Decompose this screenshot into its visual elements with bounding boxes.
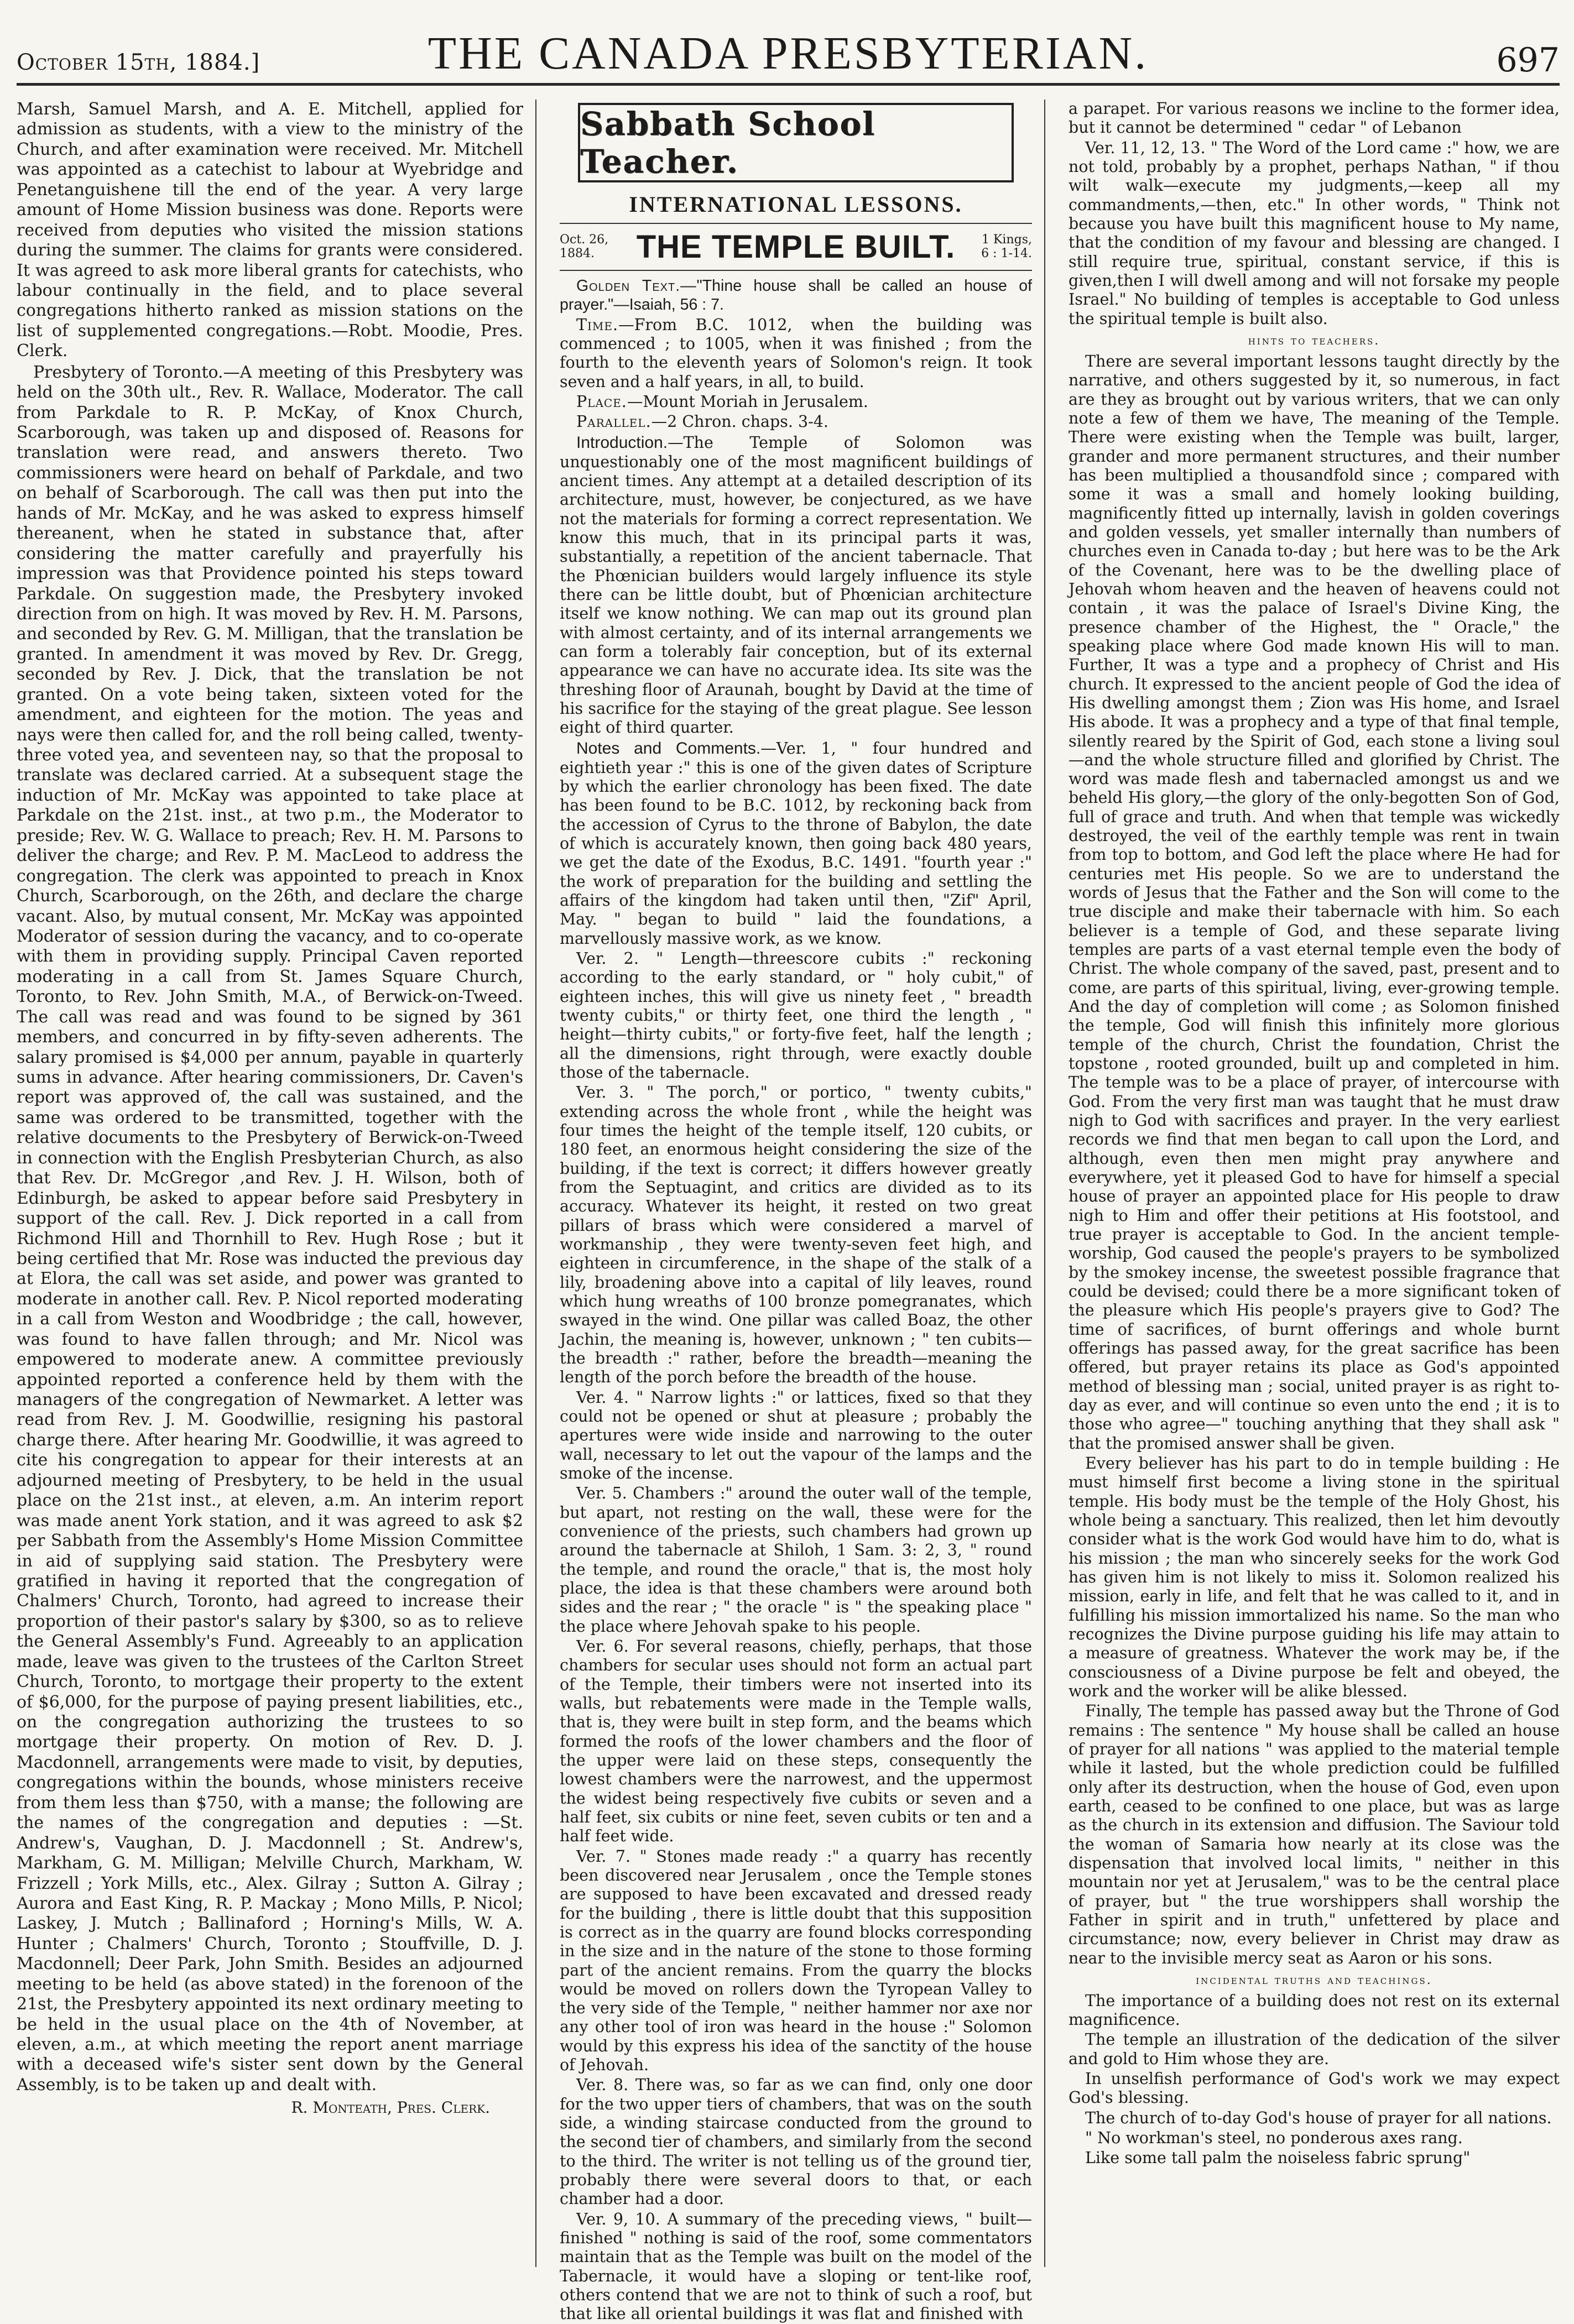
golden-text: [560, 276, 1032, 315]
notes-paragraph: Ver. 11, 12, 13. " The Word of the Lord came :" how, we are not told, probably by a prophet, perhaps Nathan, " if thou wilt walk—execute my judgments,—keep all my commandments,—then, etc." In other words, " Think not because you have built this magnificent house to My name, that the condition of my favour and blessing are changed. I still require true, spiritual, constant service, if this is given,then I will dwell among and will not forsake my people Israel." No building of temples is acceptable to God unless the spiritual temple is built also.: [1069, 138, 1560, 328]
masthead: [17, 22, 1560, 86]
hints-paragraph: Finally, The temple has passed away but the Throne of God remains : The sentence " My house shall be called an house of prayer for all nations " was applied to the material temple while it lasted, but the whole prediction could be fulfilled only after its destruction, when the house of God, even upon earth, ceased to be confined to one place, but was as large as the church in its extension and diffusion. The Saviour told the woman of Samaria how nearly at its close was the dispensation that involved local limits, " neither in this mountain nor yet at Jerusalem," was to be the central place of prayer, but " the true worshippers shall worship the Father in spirit and in truth," unfettered by place and circumstance; now, every believer in Christ may draw as near to the invisible mercy seat as Aaron or his sons.: [1069, 1702, 1560, 1967]
notes-paragraph: Ver. 9, 10. A summary of the preceding views, " built—finished " nothing is said of the roof, some commentators maintain that as the Temple was built on the model of the Tabernacle, it would have a sloping or tent-like roof, others contend that we are not to think of such a roof, but that like all oriental buildings it was flat and finished with: [560, 2210, 1032, 2323]
notes-paragraph: a parapet. For various reasons we incline to the former idea, but it cannot be determined " cedar " of Lebanon: [1069, 100, 1560, 137]
notes-paragraph: Ver. 8. There was, so far as we can find, only one door for the two upper tiers of chambers, that was on the south side, a winding staircase conducted from the ground to the second tier of chambers, and similarly from the second to the third. The writer is not telling us of the ground tier, probably there were several doors to that, or each chamber had a door.: [560, 2076, 1032, 2208]
lesson-date: Oct. 26, 1884.: [560, 233, 609, 260]
newspaper-title: THE CANADA PRESBYTERIAN.: [428, 28, 1149, 79]
section-banner: Sabbath School Teacher.: [578, 103, 1014, 182]
incidental-item: The church of to-day God's house of prayer for all nations.: [1085, 2108, 1552, 2127]
time-body: —From B.C. 1012, when the building was commenced ; to 1005, when it was finished ; from the fourth to the eleventh years of Solomon's reign. It took seven and a half years, in all, to build.: [560, 315, 1032, 391]
issue-date: October 15th, 1884.]: [17, 50, 260, 75]
notes-paragraph: Ver. 4. " Narrow lights :" or lattices, fixed so that they could not be opened or shut at pleasure ; probably the apertures were wide inside and narrowing to the outer wall, necessary to let out the vapour of the lamps and the smoke of the incense.: [560, 1388, 1032, 1482]
notes-paragraph: Ver. 3. " The porch," or portico, " twenty cubits," extending across the whole front , while the height was four times the height of the temple itself, 120 cubits, or 180 feet, an enormous height considering the size of the building, if the text is correct; it differs however greatly from the Septuagint, and critics are divided as to its accuracy. Whatever its height, it rested on two great pillars of brass which were considered a marvel of workmanship , they were twenty-seven feet high, and eighteen in circumference, in the shape of the stalk of a lily, broadening above into a capital of lily leaves, round which hung wreaths of 100 bronze pomegranates, which swayed in the wind. One pillar was called Boaz, the other Jachin, the meaning is, however, unknown ; " ten cubits—the breadth :" rather, before the breadth—meaning the length of the porch before the breadth of the house.: [560, 1083, 1032, 1387]
lesson-reference: 1 Kings, 6 : 1-14.: [981, 233, 1032, 260]
lesson-header: [560, 223, 1032, 271]
poem-line: " No workman's steel, no ponderous axes rang.: [1085, 2129, 1463, 2148]
hints-heading: hints to teachers.: [1248, 333, 1380, 348]
column-right: [1056, 100, 1560, 2267]
place-label: Place.: [576, 392, 627, 411]
time-label: Time.: [576, 315, 619, 334]
article-paragraph: Marsh, Samuel Marsh, and A. E. Mitchell, applied for admission as students, with a view to the ministry of the Church, and after examination were received. Mr. Mitchell was appointed as a catechist to labour at Wyebridge and Penetanguishene till the end of the year. A very large amount of Home Mission business was done. Reports were received from deputies who visited the mission stations during the summer. The claims for grants were considered. It was agreed to ask more liberal grants for catechists, who labour continually in the field, and to place several congregations hitherto ranked as mission stations on the list of supplemented congregations.—Robt. Moodie, Pres. Clerk.: [17, 100, 523, 361]
column-middle: [548, 100, 1045, 2323]
incidental-item: The importance of a building does not rest on its external magnificence.: [1069, 1991, 1560, 2029]
introduction-label: Introduction.: [576, 433, 668, 452]
hints-paragraph: Every believer has his part to do in temple building : He must himself first become a living stone in the spiritual temple. His body must be the temple of the Holy Ghost, his whole being a sanctuary. This realized, then let him devoutly consider what is the work God would have him to do, what is his mission ; the man who sincerely seeks for the work God has given him is not likely to miss it. Solomon realized his mission, early in life, and felt that he was called to it, and in fulfilling his mission immortalized his name. So the man who recognizes the Divine purpose guiding his life may attain to a measure of greatness. Whatever the work may be, if the consciousness of a Divine purpose be felt and obeyed, the work and the worker will be alike blessed.: [1069, 1454, 1560, 1700]
place-paragraph: [560, 393, 1032, 411]
page-number: 697: [1496, 41, 1560, 80]
signature: R. Monteath, Pres. Clerk.: [291, 2098, 490, 2117]
notes-paragraph: Ver. 6. For several reasons, chiefly, perhaps, that those chambers for secular uses should not form an actual part of the Temple, their timbers were not inserted into its walls, but rebatements were made in the Temple walls, that is, they were built in step form, and the beams which formed the roofs of the lower chambers and the floor of the upper were laid on these steps, consequently the lowest chambers were the narrowest, and the uppermost the widest being respectively five cubits or seven and a half feet, six cubits or nine feet, seven cubits or ten and a half feet wide.: [560, 1637, 1032, 1846]
article-paragraph: Presbytery of Toronto.—A meeting of this Presbytery was held on the 30th ult., Rev. R. Wallace, Moderator. The call from Parkdale to R. P. McKay, of Knox Church, Scarborough, was taken up and disposed of. Reasons for translation were read, and answers thereto. Two commissioners were heard on behalf of Parkdale, and two on behalf of Scarborough. The call was then put into the hands of Mr. McKay, and he was asked to express himself thereanent, when he stated in substance that, after considering the matter carefully and prayerfully his impression was that Providence pointed his steps toward Parkdale. On suggestion made, the Presbytery invoked direction from on high. It was moved by Rev. H. M. Parsons, and seconded by Rev. G. M. Milligan, that the translation be granted. In amendment it was moved by Rev. Dr. Gregg, seconded by Rev. J. Dick, that the translation be not granted. On a vote being taken, sixteen voted for the amendment, and eighteen for the motion. The yeas and nays were then called for, and the roll being called, twenty-three voted yea, and seventeen nay, so that the proposal to translate was declared carried. At a subsequent stage the induction of Mr. McKay was appointed to take place at Parkdale on the 21st. inst., at two p.m., the Moderator to preside; Rev. W. G. Wallace to preach; Rev. H. M. Parsons to deliver the charge; and Rev. P. M. MacLeod to address the congregation. The clerk was appointed to preach in Knox Church, Scarborough, on the 26th, and declare the charge vacant. Also, by mutual consent, Mr. McKay was appointed Moderator of session during the vacancy, and to co-operate with them in providing supply. Principal Caven reported moderating in a call from St. James Square Church, Toronto, to Rev. John Smith, M.A., of Berwick-on-Tweed. The call was read and was found to be signed by 361 members, and concurred in by fifty-seven adherents. The salary promised is $4,000 per annum, payable in quarterly sums in advance. After hearing commissioners, Dr. Caven's report was approved of, the call was sustained, and the same was ordered to be transmitted, together with the relative documents to the Presbytery of Berwick-on-Tweed in connection with the English Presbyterian Church, as also that Rev. Dr. McGregor ,and Rev. J. H. Wilson, both of Edinburgh, be asked to appear before said Presbytery in support of the call. Rev. J. Dick reported in a call from Richmond Hill and Thornhill to Rev. Hugh Rose ; but it being certified that Mr. Rose was inducted the previous day at Elora, the call was set aside, and power was granted to moderate in another call. Rev. P. Nicol reported moderating in a call from Weston and Woodbridge ; the call, however, was found to have fallen through; and Mr. Nicol was empowered to moderate anew. A committee previously appointed reported a conference held by them with the managers of the congregation of Newmarket. A letter was read from Rev. J. M. Goodwillie, resigning his pastoral charge there. After hearing Mr. Goodwillie, it was agreed to cite his congregation to appear for their interests at an adjourned meeting of Presbytery, to be held in the usual place on the 21st inst., at eleven, a.m. An interim report was made anent York station, and it was agreed to ask $2 per Sabbath from the Assembly's Home Mission Committee in aid of supplying said station. The Presbytery were gratified in having it reported that the congregation of Chalmers' Church, Toronto, had agreed to increase their proportion of their pastor's salary by $300, so as to relieve the General Assembly's Fund. Agreeably to an application made, leave was given to the trustees of the Carlton Street Church, Toronto, to mortgage their property to the extent of $6,000, for the purpose of paying present liabilities, etc., on the congregation authorizing the trustees to so mortgage their property. On motion of Rev. D. J. Macdonnell, arrangements were made to visit, by deputies, congregations within the bounds, whose ministers receive from them less than $750, with a manse; the following are the names of the congregation and deputies : —St. Andrew's, Vaughan, D. J. Macdonnell ; St. Andrew's, Markham, G. M. Milligan; Melville Church, Markham, W. Frizzell ; York Mills, etc., Alex. Gilray ; Sutton A. Gilray ; Aurora and East King, R. P. Mackay ; Mono Mills, P. Nicol; Laskey, J. Mutch ; Ballinaford ; Horning's Mills, W. A. Hunter ; Chalmers' Church, Toronto ; Stouffville, D. J. Macdonnell; Deer Park, John Smith. Besides an adjourned meeting to be held (as above stated) in the forenoon of the 21st, the Presbytery appointed its next ordinary meeting to be held in the usual place on the 4th of November, at eleven, a.m., at which meeting the report anent marriage with a deceased wife's sister sent down by the General Assembly, is to be taken up and dealt with.: [17, 362, 523, 2095]
notes-paragraph: Ver. 2. " Length—threescore cubits :" reckoning according to the early standard, or " holy cubit," of eighteen inches, this will give us ninety feet , " breadth twenty cubits," or thirty feet, one third the length , " height—thirty cubits," or forty-five feet, half the length ; all the dimensions, right through, were exactly double those of the tabernacle.: [560, 949, 1032, 1082]
notes-body: —Ver. 1, " four hundred and eightieth year :" this is one of the given dates of Scripture by which the earlier chronology has been fixed. The date has been found to be B.C. 1012, by reckoning back from the accession of Cyrus to the throne of Babylon, the date of which is accurately known, then going back 480 years, we get the date of the Exodus, B.C. 1491. "fourth year :" the work of preparation for the building and settling the affairs of the kingdom had taken until then, "Zif" April, May. " began to build " laid the foundations, a marvellously massive work, as we know.: [560, 739, 1032, 948]
parallel-label: Parallel.: [576, 412, 652, 431]
notes-paragraph: Ver. 7. " Stones made ready :" a quarry has recently been discovered near Jerusalem , once the Temple stones are supposed to have been excavated and dressed ready for the building , there is little doubt that this supposition is correct as in the quarry are found blocks corresponding in the size and in the nature of the stone to those forming part of the ancient remains. From the quarry the blocks would be moved on rollers down the Tyropean Valley to the very side of the Temple, " neither hammer nor axe nor any other tool of iron was heard in the house :" Solomon would by this express his idea of the sanctity of the house of Jehovah.: [560, 1847, 1032, 2075]
incidental-item: The temple an illustration of the dedication of the silver and gold to Him whose they are.: [1069, 2030, 1560, 2068]
place-body: —Mount Moriah in Jerusalem.: [627, 392, 868, 411]
incidental-item: In unselfish performance of God's work we may expect God's blessing.: [1069, 2070, 1560, 2107]
column-left: [17, 100, 536, 2267]
notes-label: Notes and Comments.: [576, 739, 761, 758]
golden-body: "Thine house shall be called an house of prayer."—Isaiah, 56 : 7.: [560, 277, 1033, 314]
parallel-paragraph: [560, 412, 1032, 431]
newspaper-page: [17, 22, 1560, 2323]
section-heading: INTERNATIONAL LESSONS.: [629, 192, 963, 217]
time-paragraph: [560, 316, 1032, 391]
introduction-body: —The Temple of Solomon was unquestionably one of the most magnificent buildings of ancient times. Any attempt at a detailed description of its architecture, must, however, be conjectured, as we have not the materials for forming a correct representation. We know this much, that in its principal parts it was, substantially, a repetition of the ancient tabernacle. That the Phœnician builders would largely influence its style there can be little doubt, but of Phœnician architecture itself we know nothing. We can map out its ground plan with almost certainty, and of its internal arrangements we can form a tolerably fair conception, but of its external appearance we can have no accurate idea. Its site was the threshing floor of Araunah, bought by David at the time of his sacrifice for the staying of the great plague. See lesson eight of third quarter.: [560, 433, 1032, 737]
parallel-body: —2 Chron. chaps. 3-4.: [651, 412, 828, 431]
poem-line: Like some tall palm the noiseless fabric sprung": [1085, 2149, 1471, 2168]
hints-paragraph: There are several important lessons taught directly by the narrative, and others suggested by it, so numerous, in fact are they as brought out by various writers, that we can only note a few of them we have, The meaning of the Temple. There were existing when the Temple was built, larger, grander and more permanent structures, and their number has been multiplied a thousandfold since ; compared with some it was a small and homely looking building, magnificently fitted up internally, lavish in golden coverings and golden vessels, yet smaller internally than numbers of churches even in Canada to-day ; but here was to be the Ark of the Covenant, here was to be the dwelling place of Jehovah whom heaven and the heaven of heavens could not contain , it was the palace of Israel's Divine King, the presence chamber of the Highest, the " Oracle," the speaking place where God made known His will to man. Further, It was a type and a prophecy of Christ and His church. It expressed to the ancient people of God the idea of His dwelling amongst them ; Zion was His home, and Israel His abode. It was a prophecy and a type of that final temple, silently reared by the Spirit of God, each stone a living soul—and the whole structure filled and glorified by Christ. The word was made flesh and tabernacled amongst us and we beheld His glory,—the glory of the only-begotten Son of God, full of grace and truth. And when that temple was wickedly destroyed, the veil of the earthly temple was rent in twain from top to bottom, and God left the place where He had for centuries met His people. So we are to understand the words of Jesus that the Father and the Son will come to the true disciple and make their tabernacle with him. So each believer is a temple of God, and these separate living temples are parts of a vast eternal temple even the body of Christ. The whole company of the saved, past, present and to come, are parts of this spiritual, living, ever-growing temple. And the day of completion will come ; as Solomon finished the temple, God will finish this infinitely more glorious temple of the church, Christ the foundation, Christ the topstone , rooted grounded, built up and completed in him. The temple was to be a place of prayer, of intercourse with God. From the very first man was taught that he must draw nigh to God with sacrifices and prayer. In the very earliest records we find that men began to call upon the Lord, and although, even then men might pray anywhere and everywhere, yet it pleased God to have for himself a special house of prayer an appointed place for His people to draw nigh to Him and offer their petitions at His footstool, and true prayer is acceptable to God. In the ancient temple-worship, God caused the people's prayers to be symbolized by the smokey incense, the sweetest possible fragrance that could be devised; could there be a more significant token of the pleasure which His people's prayers give to God? The time of sacrifices, of burnt offerings and whole burnt offerings has passed away, for the great sacrifice has been offered, but prayer retains its place as God's appointed method of blessing man ; social, united prayer is as right to-day as ever, and will continue so even unto the end ; it is to those who agree—" touching anything that they shall ask " that the promised answer shall be given.: [1069, 352, 1560, 1453]
lesson-title: THE TEMPLE BUILT.: [636, 229, 956, 265]
notes-paragraph: Ver. 5. Chambers :" around the outer wall of the temple, but apart, not resting on the wall, these were for the convenience of the priests, such chambers had grown up around the tabernacle at Shiloh, 1 Sam. 3: 2, 3, " round the temple, and round the oracle," that is, the most holy place, the idea is that these chambers were around both sides and the rear ; " the oracle " is " the speaking place " the place where Jehovah spake to his people.: [560, 1484, 1032, 1636]
golden-label: Golden Text.—: [576, 277, 697, 295]
incidental-heading: incidental truths and teachings.: [1196, 1973, 1432, 1987]
notes-paragraph: [560, 739, 1032, 948]
introduction-paragraph: [560, 433, 1032, 738]
